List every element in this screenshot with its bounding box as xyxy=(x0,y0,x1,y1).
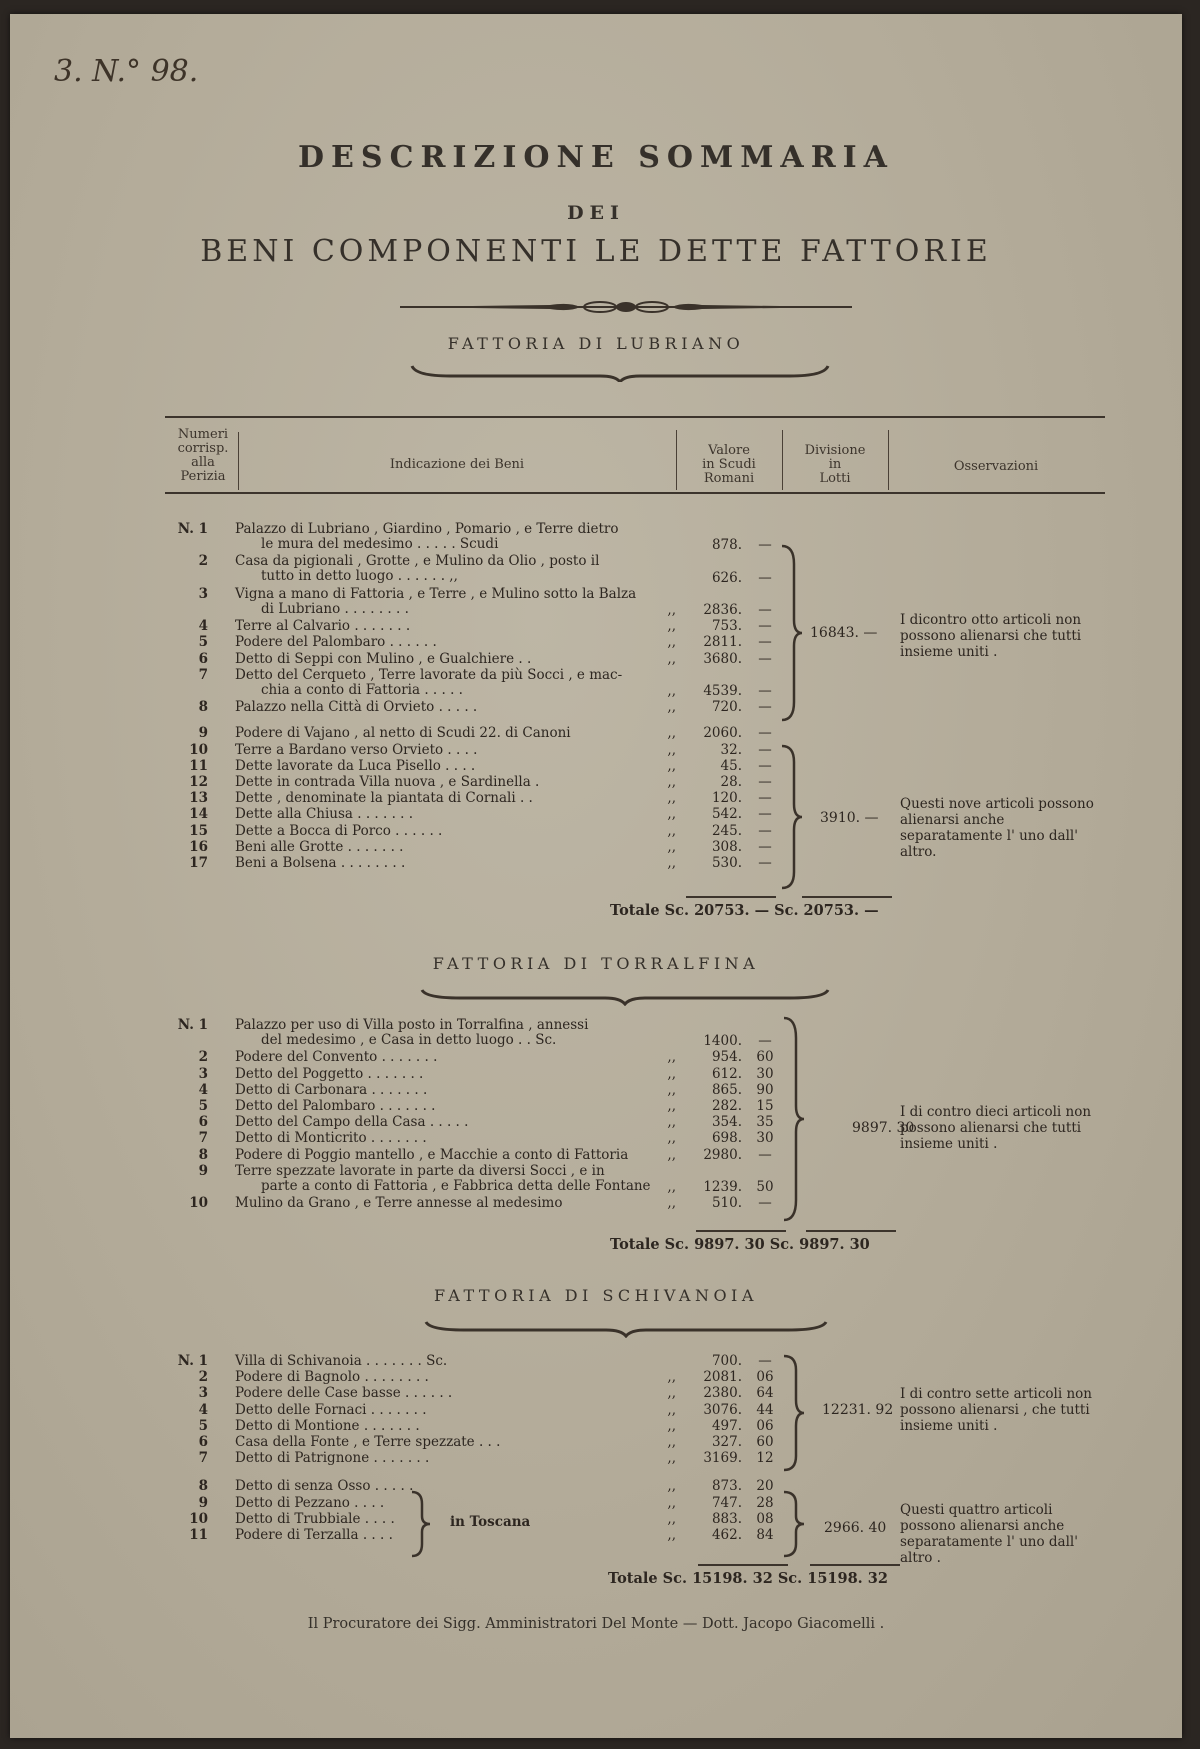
row-description-line: tutto in detto luogo . . . . . . ,, xyxy=(261,568,458,585)
row-description-line: Casa da pigionali , Grotte , e Mulino da Olio , posto il xyxy=(235,553,600,570)
row-cents: — xyxy=(758,741,772,758)
row-description xyxy=(235,700,477,715)
row-ditto-mark: ,, xyxy=(667,1434,676,1450)
row-description-line: del medesimo , e Casa in detto luogo . . Sc. xyxy=(261,1032,557,1048)
table-row xyxy=(10,1370,1182,1386)
row-description xyxy=(235,587,636,617)
row-cents: — xyxy=(758,537,772,554)
row-value: 245. xyxy=(711,822,742,839)
row-description-line: Mulino da Grano , e Terre annesse al medesimo xyxy=(235,1195,563,1212)
row-description xyxy=(235,1419,420,1434)
lot-value: 16843. — xyxy=(810,625,878,641)
table-row xyxy=(10,554,1182,586)
row-value: 626. xyxy=(711,569,742,586)
row-number: 6 xyxy=(198,650,208,667)
row-description-line: Dette a Bocca di Porco . . . . . . xyxy=(235,822,443,839)
row-ditto-mark: ,, xyxy=(667,806,676,823)
row-value: 542. xyxy=(711,806,742,823)
row-description-line: Dette lavorate da Luca Pisello . . . . xyxy=(235,757,476,774)
table-row xyxy=(10,668,1182,700)
in-toscana-label: in Toscana xyxy=(450,1514,531,1530)
table-row xyxy=(10,1354,1182,1370)
row-cents: 84 xyxy=(756,1527,774,1543)
row-cents: 06 xyxy=(756,1417,774,1434)
document-page xyxy=(10,14,1182,1738)
row-description xyxy=(235,759,475,774)
total-rule xyxy=(698,1564,788,1566)
row-number: 8 xyxy=(198,1478,208,1495)
row-description-line: Vigna a mano di Fattoria , e Terre , e Mulino sotto la Balza xyxy=(235,585,637,602)
row-number: 13 xyxy=(189,790,208,807)
header-osservazioni: Osservazioni xyxy=(953,459,1039,474)
row-number: N. 1 xyxy=(177,1353,208,1369)
total-rule xyxy=(802,896,892,898)
row-cents: — xyxy=(758,725,772,742)
table-header-top-rule xyxy=(165,416,1105,418)
right-brace-icon xyxy=(782,1016,806,1222)
row-value: 698. xyxy=(711,1130,742,1147)
table-header-bottom-rule xyxy=(165,492,1105,494)
row-value: 700. xyxy=(711,1353,742,1369)
row-description xyxy=(235,1451,429,1466)
row-ditto-mark: ,, xyxy=(667,1081,676,1098)
row-ditto-mark: ,, xyxy=(667,1478,676,1495)
row-number: 6 xyxy=(198,1434,208,1450)
row-value: 2380. xyxy=(703,1385,742,1402)
right-brace-icon xyxy=(780,544,804,722)
table-row xyxy=(10,1451,1182,1467)
row-description-line: Podere del Palombaro . . . . . . xyxy=(235,634,437,651)
row-number: 10 xyxy=(189,1195,208,1212)
row-number: 3 xyxy=(198,1385,208,1402)
row-ditto-mark: ,, xyxy=(667,774,676,790)
row-description xyxy=(235,840,403,855)
row-cents: — xyxy=(758,1195,772,1212)
row-ditto-mark: ,, xyxy=(667,1130,676,1147)
row-ditto-mark: ,, xyxy=(667,725,676,742)
row-description-line: Dette in contrada Villa nuova , e Sardinella . xyxy=(235,774,540,790)
row-description xyxy=(235,522,619,552)
row-description-line: Podere di Vajano , al netto di Scudi 22. di Canoni xyxy=(235,725,571,742)
row-description xyxy=(235,1115,468,1130)
row-ditto-mark: ,, xyxy=(667,790,676,807)
row-number: 5 xyxy=(198,1098,208,1114)
right-brace-icon xyxy=(780,744,804,890)
row-number: 2 xyxy=(198,553,208,570)
row-description-line: Terre al Calvario . . . . . . . xyxy=(235,618,411,635)
row-description xyxy=(235,1435,500,1450)
row-description xyxy=(235,635,437,650)
row-cents: — xyxy=(758,1146,772,1163)
row-value: 753. xyxy=(711,618,742,635)
header-divider xyxy=(782,430,783,490)
row-value: 327. xyxy=(711,1434,742,1450)
row-ditto-mark: ,, xyxy=(667,1195,676,1212)
row-description xyxy=(235,1050,437,1065)
header-divider xyxy=(238,432,239,490)
row-description-line: Detto di Monticrito . . . . . . . xyxy=(235,1130,427,1147)
row-ditto-mark: ,, xyxy=(667,618,676,635)
total-rule xyxy=(806,1230,896,1232)
row-cents: 30 xyxy=(756,1065,774,1082)
row-cents: — xyxy=(758,1033,772,1050)
row-cents: — xyxy=(758,682,772,699)
table-row xyxy=(10,1435,1182,1451)
row-description-line: Detto di Pezzano . . . . xyxy=(235,1494,385,1511)
row-value: 873. xyxy=(711,1478,742,1495)
row-number: 6 xyxy=(198,1114,208,1131)
table-row xyxy=(10,1196,1182,1212)
row-value: 747. xyxy=(711,1494,742,1511)
row-ditto-mark: ,, xyxy=(667,1417,676,1434)
table-row xyxy=(10,759,1182,775)
lot-value: 9897. 30 xyxy=(852,1120,915,1136)
row-description-line: Dette , denominate la piantata di Cornali . . xyxy=(235,790,533,807)
table-row xyxy=(10,700,1182,716)
row-cents: 44 xyxy=(756,1401,774,1418)
row-cents: 30 xyxy=(756,1130,774,1147)
row-ditto-mark: ,, xyxy=(667,1146,676,1163)
row-description-line: Beni a Bolsena . . . . . . . . xyxy=(235,855,406,871)
row-value: 954. xyxy=(711,1049,742,1066)
row-description xyxy=(235,554,599,584)
row-number: 14 xyxy=(189,806,208,823)
right-brace-icon xyxy=(410,1490,432,1558)
total-rule xyxy=(696,1230,786,1232)
row-description-line: Palazzo di Lubriano , Giardino , Pomario , e Terre dietro xyxy=(235,521,619,537)
handwritten-note: 3. N.° 98. xyxy=(54,54,199,89)
row-ditto-mark: ,, xyxy=(667,741,676,758)
row-ditto-mark: ,, xyxy=(667,1178,676,1195)
row-value: 4539. xyxy=(703,682,742,699)
row-value: 720. xyxy=(711,699,742,716)
section-brace-ornament-icon xyxy=(424,1318,828,1338)
row-number: 2 xyxy=(198,1369,208,1386)
lot-value: 12231. 92 xyxy=(822,1402,894,1418)
table-row xyxy=(10,1067,1182,1083)
table-row xyxy=(10,522,1182,554)
row-cents: — xyxy=(758,806,772,823)
section-title-schivanoia: FATTORIA DI SCHIVANOIA xyxy=(434,1286,758,1305)
row-ditto-mark: ,, xyxy=(667,757,676,774)
row-ditto-mark: ,, xyxy=(667,855,676,871)
lot-observation: I di contro dieci articoli non possono alienarsi che tutti insieme uniti . xyxy=(900,1104,1092,1152)
row-number: 9 xyxy=(198,1494,208,1511)
total-rule xyxy=(686,896,776,898)
section-total: Totale Sc. 20753. — Sc. 20753. — xyxy=(610,902,879,919)
row-number: 17 xyxy=(189,855,208,871)
row-description xyxy=(235,1196,562,1211)
row-value: 45. xyxy=(720,757,742,774)
row-value: 3169. xyxy=(703,1450,742,1467)
row-description xyxy=(235,668,622,698)
section-brace-ornament-icon xyxy=(410,362,830,382)
row-number: 4 xyxy=(198,1081,208,1098)
row-cents: — xyxy=(758,569,772,586)
row-description xyxy=(235,824,442,839)
row-cents: — xyxy=(758,601,772,618)
row-description-line: Detto del Palombaro . . . . . . . xyxy=(235,1098,436,1114)
row-cents: 90 xyxy=(756,1081,774,1098)
lot-observation: Questi quattro articoli possono alienarsi anche separatamente l' uno dall' altro . xyxy=(900,1502,1078,1566)
row-cents: 60 xyxy=(756,1049,774,1066)
row-description xyxy=(235,1018,588,1048)
row-value: 497. xyxy=(711,1417,742,1434)
row-cents: 35 xyxy=(756,1114,774,1131)
row-number: 9 xyxy=(198,1162,208,1179)
row-description-line: Podere delle Case basse . . . . . . xyxy=(235,1385,453,1402)
row-ditto-mark: ,, xyxy=(667,822,676,839)
lot-observation: Questi nove articoli possono alienarsi anche separatamente l' uno dall' altro. xyxy=(900,796,1094,860)
row-value: 612. xyxy=(711,1065,742,1082)
row-description-line: Detto di Seppi con Mulino , e Gualchiere . . xyxy=(235,650,532,667)
row-ditto-mark: ,, xyxy=(667,1049,676,1066)
row-cents: — xyxy=(758,774,772,790)
row-description xyxy=(235,1403,427,1418)
row-number: 8 xyxy=(198,699,208,716)
row-cents: 06 xyxy=(756,1369,774,1386)
row-cents: 28 xyxy=(756,1494,774,1511)
row-value: 883. xyxy=(711,1510,742,1527)
row-value: 2811. xyxy=(703,634,742,651)
row-number: 5 xyxy=(198,1417,208,1434)
row-description-line: di Lubriano . . . . . . . . xyxy=(261,600,409,617)
row-description-line: Podere di Terzalla . . . . xyxy=(235,1527,393,1543)
row-cents: — xyxy=(758,790,772,807)
row-cents: — xyxy=(758,855,772,871)
row-description-line: Detto di Trubbiale . . . . xyxy=(235,1510,395,1527)
row-value: 282. xyxy=(711,1098,742,1114)
section-title-lubriano: FATTORIA DI LUBRIANO xyxy=(447,334,745,353)
row-number: 10 xyxy=(189,741,208,758)
row-value: 510. xyxy=(711,1195,742,1212)
row-ditto-mark: ,, xyxy=(667,1401,676,1418)
row-ditto-mark: ,, xyxy=(667,1494,676,1511)
row-number: 8 xyxy=(198,1146,208,1163)
row-cents: — xyxy=(758,838,772,855)
row-description xyxy=(235,1099,435,1114)
header-indicazione: Indicazione dei Beni xyxy=(389,457,525,472)
row-cents: — xyxy=(758,634,772,651)
row-description-line: Terre spezzate lavorate in parte da diversi Socci , e in xyxy=(235,1162,605,1179)
row-value: 3680. xyxy=(703,650,742,667)
row-description xyxy=(235,1354,447,1369)
row-value: 878. xyxy=(711,537,742,554)
row-description-line: Dette alla Chiusa . . . . . . . xyxy=(235,806,414,823)
row-value: 32. xyxy=(720,741,742,758)
row-description xyxy=(235,791,533,806)
row-description xyxy=(235,1067,423,1082)
table-row xyxy=(10,1164,1182,1196)
section-total: Totale Sc. 15198. 32 Sc. 15198. 32 xyxy=(608,1570,888,1587)
row-cents: 64 xyxy=(756,1385,774,1402)
row-value: 1239. xyxy=(703,1178,742,1195)
ornament-divider-icon xyxy=(400,300,852,314)
title-line-1: DESCRIZIONE SOMMARIA xyxy=(298,140,894,175)
row-ditto-mark: ,, xyxy=(667,601,676,618)
right-brace-icon xyxy=(782,1354,806,1472)
title-line-3: BENI COMPONENTI LE DETTE FATTORIE xyxy=(200,234,992,269)
row-number: 2 xyxy=(198,1049,208,1066)
row-ditto-mark: ,, xyxy=(667,1114,676,1131)
row-description xyxy=(235,1131,427,1146)
row-description xyxy=(235,1148,628,1163)
row-ditto-mark: ,, xyxy=(667,1098,676,1114)
row-number: 7 xyxy=(198,666,208,683)
row-value: 2081. xyxy=(703,1369,742,1386)
row-description-line: Beni alle Grotte . . . . . . . xyxy=(235,838,404,855)
row-description-line: Detto di Patrignone . . . . . . . xyxy=(235,1450,430,1467)
row-description xyxy=(235,619,410,634)
row-description xyxy=(235,1083,427,1098)
section-total: Totale Sc. 9897. 30 Sc. 9897. 30 xyxy=(610,1236,870,1253)
table-row xyxy=(10,775,1182,791)
row-description xyxy=(235,1496,384,1511)
row-cents: — xyxy=(758,699,772,716)
row-value: 2060. xyxy=(703,725,742,742)
row-description-line: le mura del medesimo . . . . . Scudi xyxy=(261,536,499,552)
row-ditto-mark: ,, xyxy=(667,650,676,667)
row-number: 5 xyxy=(198,634,208,651)
row-description-line: Detto del Campo della Casa . . . . . xyxy=(235,1114,469,1131)
row-cents: — xyxy=(758,822,772,839)
total-rule xyxy=(810,1564,900,1566)
row-description-line: Terre a Bardano verso Orvieto . . . . xyxy=(235,741,478,758)
row-description-line: Podere di Bagnolo . . . . . . . . xyxy=(235,1369,429,1386)
row-description-line: Casa della Fonte , e Terre spezzate . . . xyxy=(235,1434,501,1450)
row-ditto-mark: ,, xyxy=(667,1450,676,1467)
row-value: 28. xyxy=(720,774,742,790)
row-number: 15 xyxy=(189,822,208,839)
lot-observation: I di contro sette articoli non possono alienarsi , che tutti insieme uniti . xyxy=(900,1386,1092,1434)
row-ditto-mark: ,, xyxy=(667,699,676,716)
row-ditto-mark: ,, xyxy=(667,1369,676,1386)
row-number: N. 1 xyxy=(177,1017,208,1033)
header-divider xyxy=(888,430,889,490)
row-number: 9 xyxy=(198,725,208,742)
row-value: 462. xyxy=(711,1527,742,1543)
row-ditto-mark: ,, xyxy=(667,1510,676,1527)
row-description-line: chia a conto di Fattoria . . . . . xyxy=(261,681,463,698)
row-description-line: Villa di Schivanoia . . . . . . . Sc. xyxy=(235,1353,448,1369)
row-description xyxy=(235,856,405,871)
row-ditto-mark: ,, xyxy=(667,1385,676,1402)
row-description xyxy=(235,1386,452,1401)
row-cents: — xyxy=(758,650,772,667)
row-value: 2980. xyxy=(703,1146,742,1163)
row-cents: 08 xyxy=(756,1510,774,1527)
row-cents: 50 xyxy=(756,1178,774,1195)
table-row xyxy=(10,1018,1182,1050)
row-number: 3 xyxy=(198,1065,208,1082)
row-number: 7 xyxy=(198,1450,208,1467)
row-description xyxy=(235,743,477,758)
header-divider xyxy=(676,430,677,490)
row-number: 12 xyxy=(189,774,208,790)
row-cents: — xyxy=(758,757,772,774)
row-value: 308. xyxy=(711,838,742,855)
footer-signature: Il Procuratore dei Sigg. Amministratori Del Monte — Dott. Jacopo Giacomelli . xyxy=(307,1616,885,1632)
row-ditto-mark: ,, xyxy=(667,682,676,699)
row-description xyxy=(235,1528,393,1543)
section-brace-ornament-icon xyxy=(420,986,830,1006)
row-number: 16 xyxy=(189,838,208,855)
row-cents: 15 xyxy=(756,1098,774,1114)
row-description xyxy=(235,775,539,790)
row-number: 4 xyxy=(198,618,208,635)
row-description-line: Podere del Convento . . . . . . . xyxy=(235,1049,438,1066)
header-numeri: Numeri corrisp. alla Perizia xyxy=(177,427,229,484)
right-brace-icon xyxy=(782,1490,806,1558)
row-description-line: Detto di Carbonara . . . . . . . xyxy=(235,1081,428,1098)
row-cents: — xyxy=(758,1353,772,1369)
row-description-line: Detto di Montione . . . . . . . xyxy=(235,1417,420,1434)
row-description-line: parte a conto di Fattoria , e Fabbrica detta delle Fontane xyxy=(261,1177,651,1194)
row-description xyxy=(235,1370,429,1385)
row-value: 120. xyxy=(711,790,742,807)
title-line-2: DEI xyxy=(567,202,625,224)
lot-observation: I dicontro otto articoli non possono alienarsi che tutti insieme uniti . xyxy=(900,612,1082,660)
row-number: 3 xyxy=(198,585,208,602)
row-description-line: Palazzo nella Città di Orvieto . . . . . xyxy=(235,699,478,716)
row-description xyxy=(235,1512,395,1527)
row-description-line: Detto del Cerqueto , Terre lavorate da più Socci , e mac- xyxy=(235,666,623,683)
row-description xyxy=(235,726,571,741)
row-description xyxy=(235,1479,413,1494)
row-description-line: Palazzo per uso di Villa posto in Torralfina , annessi xyxy=(235,1017,589,1033)
row-number: 11 xyxy=(189,1527,208,1543)
row-number: 11 xyxy=(189,757,208,774)
row-cents: 20 xyxy=(756,1478,774,1495)
section-title-torralfina: FATTORIA DI TORRALFINA xyxy=(432,954,760,973)
row-cents: — xyxy=(758,618,772,635)
header-divisione: Divisione in Lotti xyxy=(804,443,866,486)
row-description xyxy=(235,807,413,822)
row-number: 10 xyxy=(189,1510,208,1527)
header-valore: Valore in Scudi Romani xyxy=(702,443,756,486)
table-row xyxy=(10,1083,1182,1099)
row-description-line: Detto del Poggetto . . . . . . . xyxy=(235,1065,424,1082)
row-value: 530. xyxy=(711,855,742,871)
table-row xyxy=(10,1050,1182,1066)
table-row xyxy=(10,1479,1182,1495)
lot-value: 2966. 40 xyxy=(824,1520,887,1536)
row-ditto-mark: ,, xyxy=(667,838,676,855)
row-description-line: Detto delle Fornaci . . . . . . . xyxy=(235,1401,427,1418)
row-number: N. 1 xyxy=(177,521,208,537)
row-cents: 12 xyxy=(756,1450,774,1467)
table-row xyxy=(10,726,1182,742)
row-ditto-mark: ,, xyxy=(667,1065,676,1082)
row-value: 2836. xyxy=(703,601,742,618)
row-value: 354. xyxy=(711,1114,742,1131)
row-description-line: Podere di Poggio mantello , e Macchie a conto di Fattoria xyxy=(235,1146,629,1163)
row-description-line: Detto di senza Osso . . . . . xyxy=(235,1478,414,1495)
row-ditto-mark: ,, xyxy=(667,1527,676,1543)
row-description xyxy=(235,1164,651,1194)
row-value: 865. xyxy=(711,1081,742,1098)
row-ditto-mark: ,, xyxy=(667,634,676,651)
table-row xyxy=(10,743,1182,759)
row-description xyxy=(235,652,531,667)
row-cents: 60 xyxy=(756,1434,774,1450)
row-number: 4 xyxy=(198,1401,208,1418)
lot-value: 3910. — xyxy=(820,810,879,826)
row-value: 1400. xyxy=(703,1033,742,1050)
row-number: 7 xyxy=(198,1130,208,1147)
row-value: 3076. xyxy=(703,1401,742,1418)
